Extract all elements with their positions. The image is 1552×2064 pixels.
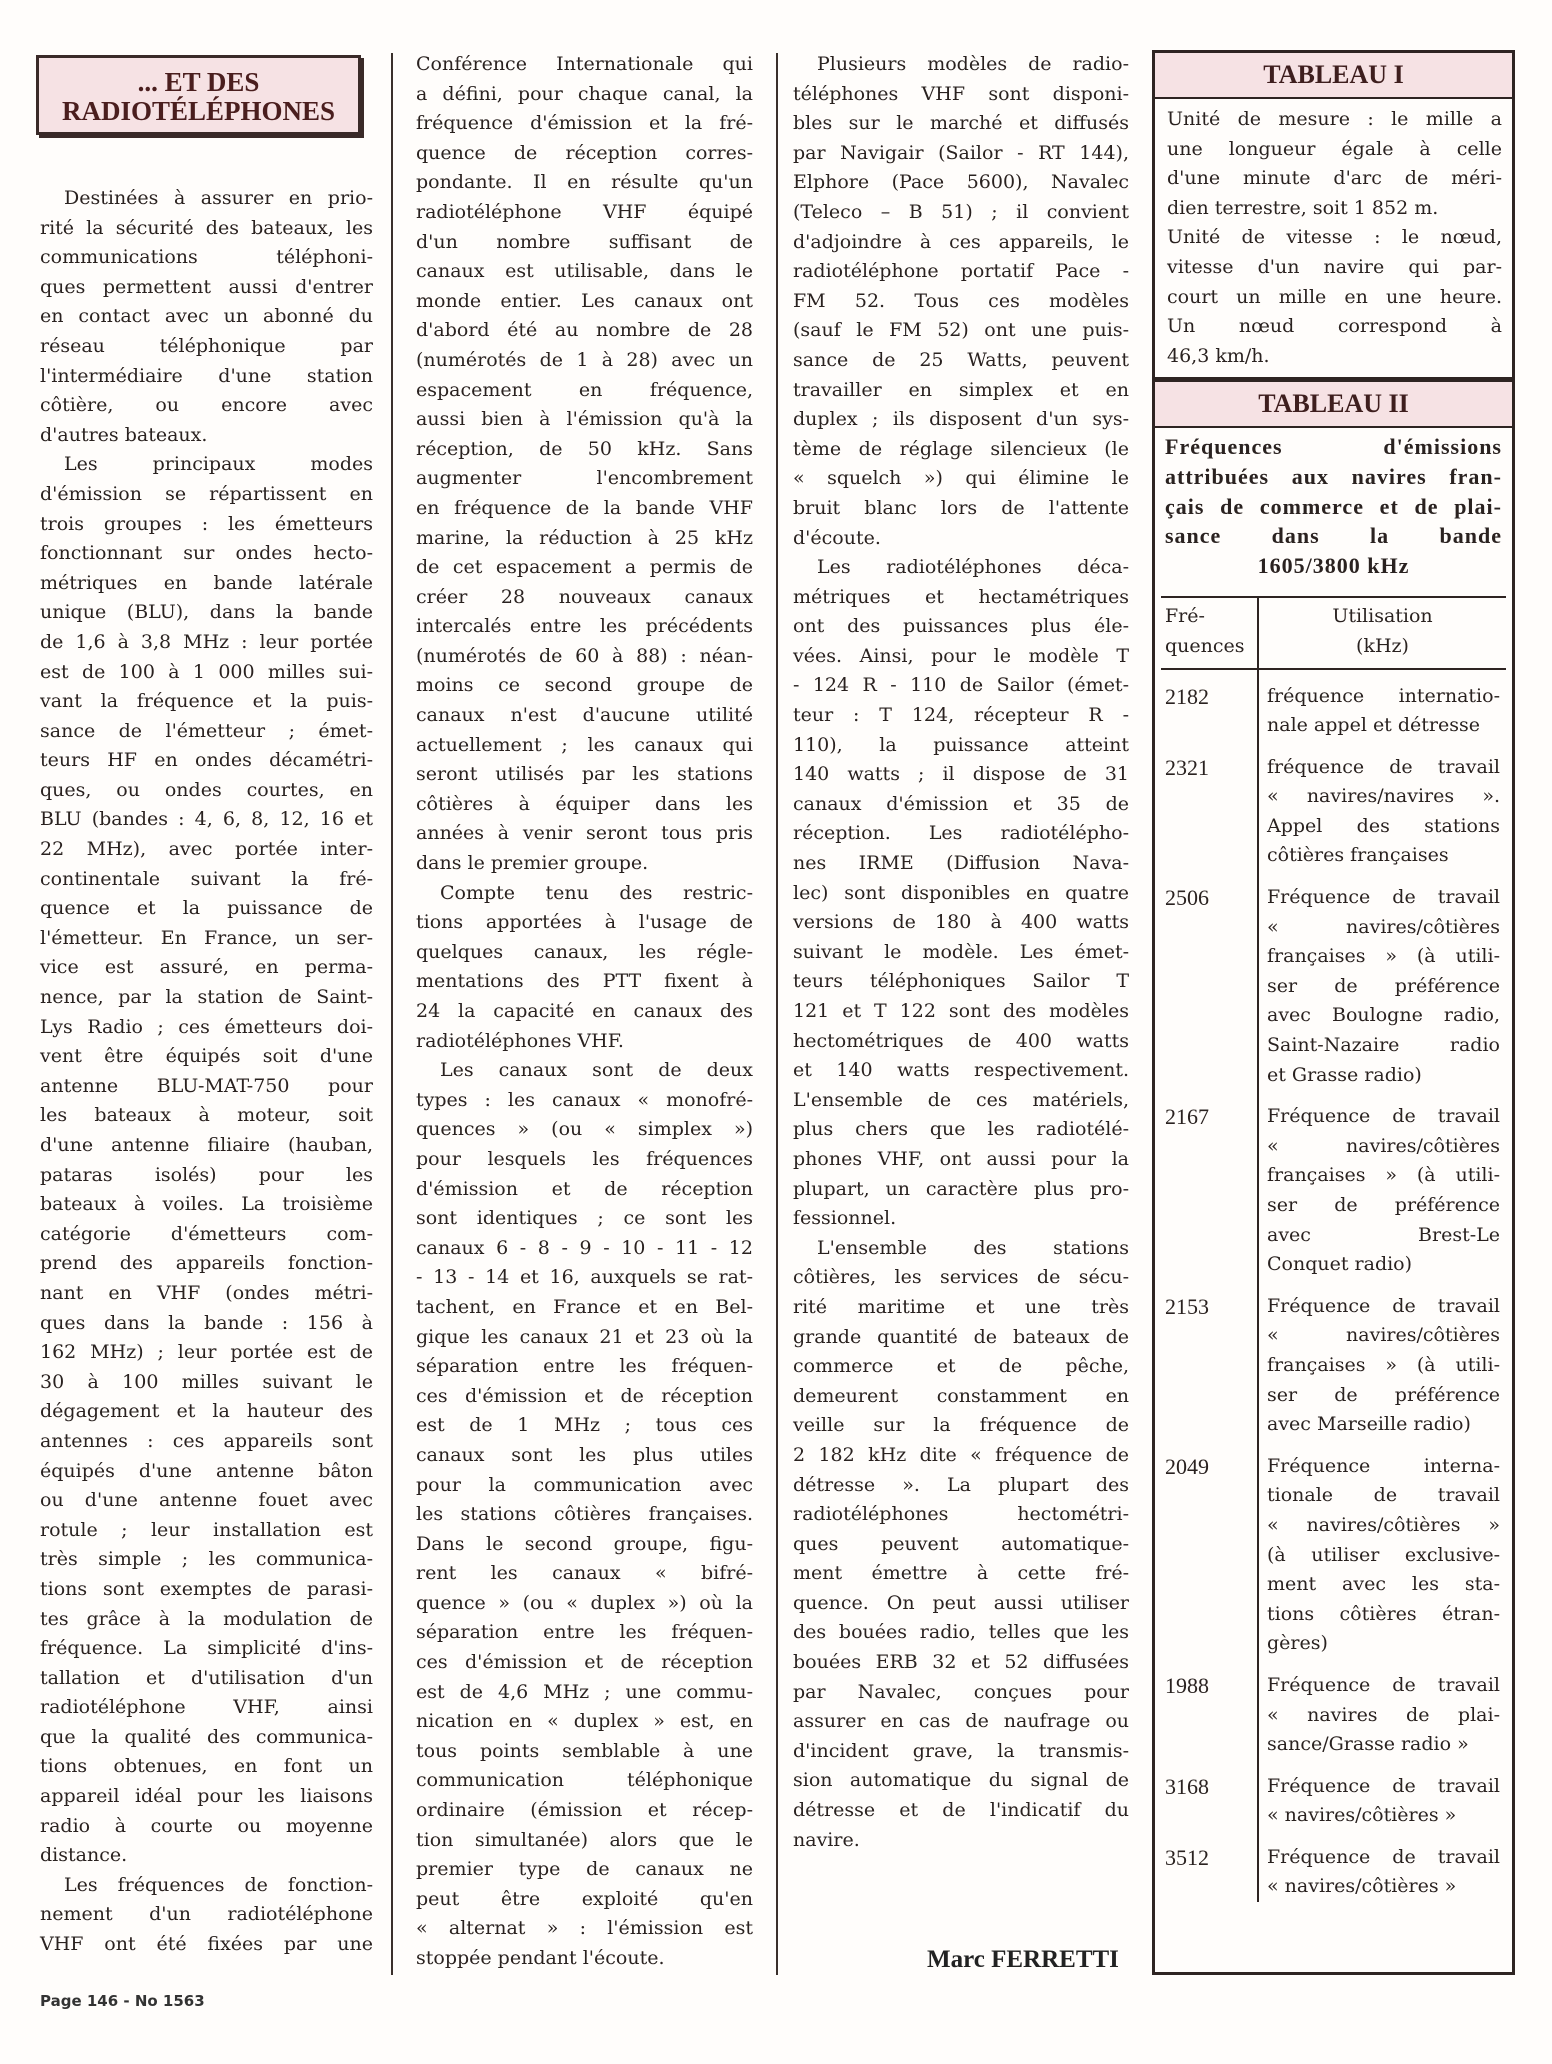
- text-line: - 13 - 14 et 16, auxquels se rat-: [416, 1266, 753, 1289]
- text-line: continentale suivant la fré-: [40, 867, 373, 890]
- text-line: 2 182 kHz dite « fréquence de: [793, 1443, 1129, 1466]
- usage-line: françaises » (à utili-: [1267, 1353, 1500, 1376]
- table-header-row: [1161, 597, 1506, 668]
- text-line: fessionnel.: [793, 1207, 897, 1230]
- text-line: sance de 25 Watts, peuvent: [793, 348, 1129, 371]
- text-line: unique (BLU), dans la bande: [40, 601, 373, 624]
- text-line: stoppée pendant l'écoute.: [416, 1947, 665, 1969]
- text-line: a défini, pour chaque canal, la: [416, 82, 753, 105]
- frequency-table: [1161, 596, 1506, 1902]
- text-line: canaux sont les plus utiles: [416, 1443, 753, 1466]
- header-frequences: [1161, 597, 1258, 668]
- frequency-cell: 3168: [1161, 1760, 1258, 1831]
- text-line: métriques et hectamétriques: [793, 585, 1129, 608]
- text-line: très simple ; les communica-: [40, 1548, 373, 1571]
- text-line: réseau téléphonique par: [40, 334, 373, 357]
- usage-cell: [1258, 871, 1506, 1090]
- frequency-cell: 2049: [1161, 1440, 1258, 1659]
- text-line: FM 52. Tous ces modèles: [793, 289, 1129, 312]
- text-line: phones VHF, ont aussi pour la: [793, 1147, 1129, 1170]
- text-line: canaux est utilisable, dans le: [416, 260, 753, 283]
- text-line: seront utilisés par les stations: [416, 763, 753, 786]
- text-line: tions sont exemptes de parasi-: [40, 1577, 373, 1600]
- column-divider: [391, 53, 393, 1975]
- frequency-cell: 2321: [1161, 741, 1258, 871]
- text-line: (numérotés de 60 à 88) : néan-: [416, 644, 753, 667]
- text-line: quelques canaux, les régle-: [416, 940, 753, 963]
- column-divider: [776, 53, 778, 1975]
- usage-line: « navires/côtières »: [1267, 1513, 1500, 1536]
- text-line: - 124 R - 110 de Sailor (émet-: [793, 674, 1129, 697]
- text-line: rité maritime et une très: [793, 1295, 1129, 1318]
- table-row: [1161, 669, 1506, 741]
- text-line: travailler en simplex et en: [793, 378, 1129, 401]
- usage-line: et Grasse radio): [1267, 1063, 1422, 1086]
- usage-line: Appel des stations: [1267, 814, 1500, 837]
- text-line: sance de l'émetteur ; émet-: [40, 719, 373, 742]
- text-line: en fréquence de la bande VHF: [416, 496, 753, 519]
- text-line: d'une antenne filiaire (hauban,: [40, 1134, 373, 1156]
- article-column-3: [793, 50, 1129, 1855]
- text-line: dégagement et la hauteur des: [40, 1400, 373, 1423]
- text-line: Elphore (Pace 5600), Navalec: [793, 171, 1129, 194]
- text-line: l'intermédiaire d'une station: [40, 364, 373, 387]
- text-line: ces d'émission et de réception: [416, 1384, 753, 1407]
- text-line: dans le premier groupe.: [416, 852, 649, 875]
- tableau2-caption: [1155, 428, 1512, 580]
- text-line: détresse et de l'indicatif du: [793, 1799, 1129, 1822]
- text-line: ques peuvent automatique-: [793, 1532, 1129, 1555]
- text-line: teurs HF en ondes décamétri-: [40, 749, 373, 772]
- text-line: « alternat » : l'émission est: [416, 1917, 753, 1940]
- usage-line: « navires/côtières: [1267, 915, 1500, 938]
- text-line: (sauf le FM 52) ont une puis-: [793, 319, 1129, 342]
- text-line: radiotéléphones hectométri-: [793, 1503, 1129, 1526]
- usage-line: « navires/navires ».: [1267, 785, 1500, 808]
- text-line: Les radiotéléphones déca-: [817, 556, 1129, 579]
- text-line: côtières à équiper dans les: [416, 792, 753, 815]
- text-line: pour la communication avec: [416, 1473, 753, 1496]
- tableau1-line: court un mille en une heure.: [1167, 285, 1502, 308]
- text-line: L'ensemble des stations: [817, 1236, 1129, 1259]
- text-line: Destinées à assurer en prio-: [64, 187, 373, 209]
- text-line: radiotéléphone VHF équipé: [416, 200, 753, 223]
- text-line: distance.: [40, 1844, 128, 1867]
- text-line: mentations des PTT fixent à: [416, 970, 753, 993]
- text-line: 30 à 100 milles suivant le: [40, 1370, 373, 1393]
- text-line: appareil idéal pour les liaisons: [40, 1785, 373, 1808]
- text-line: ou d'une antenne fouet avec: [40, 1489, 373, 1512]
- tableau2-caption-line: 1605/3800 kHz: [1257, 552, 1410, 578]
- text-line: antenne BLU-MAT-750 pour: [40, 1074, 373, 1097]
- text-line: 22 MHz), avec portée inter-: [40, 838, 373, 861]
- tableau2-caption-line: sance dans la bande: [1165, 523, 1502, 549]
- usage-line: avec Brest-Le: [1267, 1223, 1500, 1246]
- text-line: nence, par la station de Saint-: [40, 986, 373, 1009]
- text-line: détresse ». La plupart des: [793, 1473, 1129, 1496]
- header-line: Fré-: [1165, 605, 1205, 628]
- text-line: communication téléphonique: [416, 1769, 753, 1792]
- usage-line: « navires de plai-: [1267, 1703, 1500, 1726]
- usage-line: fréquence de travail: [1267, 755, 1500, 778]
- tableau1-body: [1155, 99, 1512, 377]
- text-line: tion simultanée) alors que le: [416, 1828, 753, 1851]
- text-line: Plusieurs modèles de radio-: [817, 53, 1129, 75]
- text-line: des bouées radio, telles que les: [793, 1621, 1129, 1644]
- text-line: de 1,6 à 3,8 MHz : leur portée: [40, 630, 373, 653]
- tableau1-line: dien terrestre, soit 1 852 m.: [1167, 196, 1439, 219]
- table-row: [1161, 1090, 1506, 1280]
- table-row: [1161, 1831, 1506, 1902]
- text-line: teur : T 124, récepteur R -: [793, 704, 1129, 727]
- text-line: tes grâce à la modulation de: [40, 1607, 373, 1630]
- tableau1-line: d'une minute d'arc de méri-: [1167, 167, 1502, 190]
- text-line: demeurent constamment en: [793, 1384, 1129, 1407]
- text-line: années à venir seront tous pris: [416, 822, 753, 845]
- text-line: plupart, un caractère plus pro-: [793, 1177, 1129, 1200]
- usage-line: Saint-Nazaire radio: [1267, 1034, 1500, 1057]
- text-line: est de 4,6 MHz ; une commu-: [416, 1680, 753, 1703]
- usage-line: (à utiliser exclusive-: [1267, 1543, 1500, 1566]
- usage-line: tionale de travail: [1267, 1484, 1500, 1507]
- text-line: que la qualité des communica-: [40, 1725, 373, 1748]
- text-line: réception, de 50 kHz. Sans: [416, 437, 753, 460]
- article-column-2: [416, 50, 753, 1974]
- text-line: quence de réception corres-: [416, 141, 753, 164]
- header-utilisation: [1258, 597, 1506, 668]
- text-line: d'émission se répartissent en: [40, 482, 373, 505]
- usage-line: Fréquence de travail: [1267, 1774, 1500, 1797]
- article-column-1: [40, 184, 373, 1960]
- text-line: sion automatique du signal de: [793, 1769, 1129, 1792]
- header-line: Utilisation: [1332, 605, 1433, 628]
- text-line: séparation entre les fréquen-: [416, 1355, 753, 1378]
- table-row: [1161, 1440, 1506, 1659]
- text-line: antennes : ces appareils sont: [40, 1429, 373, 1452]
- text-line: quence et la puissance de: [40, 897, 373, 920]
- usage-line: avec Boulogne radio,: [1267, 1004, 1500, 1027]
- usage-line: Conquet radio): [1267, 1253, 1413, 1276]
- usage-line: ment avec les sta-: [1267, 1573, 1500, 1596]
- usage-line: « navires/côtières »: [1267, 1804, 1457, 1827]
- frequency-cell: 2153: [1161, 1280, 1258, 1440]
- frequency-cell: 2167: [1161, 1090, 1258, 1280]
- table-row: [1161, 1280, 1506, 1440]
- text-line: teurs téléphoniques Sailor T: [793, 970, 1129, 993]
- header-line: quences: [1165, 634, 1245, 657]
- text-line: quence » (ou « duplex ») où la: [416, 1591, 753, 1614]
- text-line: VHF ont été fixées par une: [40, 1933, 373, 1956]
- text-line: équipés d'une antenne bâton: [40, 1459, 373, 1482]
- text-line: est de 100 à 1 000 milles sui-: [40, 660, 373, 683]
- tableau1-line: une longueur égale à celle: [1167, 137, 1502, 160]
- text-line: prend des appareils fonction-: [40, 1252, 373, 1275]
- usage-cell: [1258, 1831, 1506, 1902]
- usage-line: « navires/côtières: [1267, 1324, 1500, 1347]
- text-line: fonctionnant sur ondes hecto-: [40, 542, 373, 565]
- text-line: 140 watts ; il dispose de 31: [793, 763, 1129, 786]
- text-line: plus chers que les radiotélé-: [793, 1118, 1129, 1141]
- text-line: communications téléphoni-: [40, 246, 373, 269]
- text-line: versions de 180 à 400 watts: [793, 911, 1129, 934]
- usage-line: fréquence internatio-: [1267, 684, 1500, 707]
- text-line: Les canaux sont de deux: [440, 1059, 753, 1082]
- text-line: premier type de canaux ne: [416, 1858, 753, 1881]
- text-line: tème de réglage silencieux (le: [793, 437, 1129, 460]
- usage-cell: [1258, 1659, 1506, 1760]
- text-line: augmenter l'encombrement: [416, 467, 753, 490]
- text-line: rité la sécurité des bateaux, les: [40, 216, 373, 239]
- text-line: nication en « duplex » est, en: [416, 1710, 753, 1733]
- frequency-cell: 2506: [1161, 871, 1258, 1090]
- text-line: Les fréquences de fonction-: [64, 1873, 373, 1896]
- text-line: pataras isolés) pour les: [40, 1163, 373, 1186]
- text-line: catégorie d'émetteurs com-: [40, 1222, 373, 1245]
- text-line: 162 MHz) ; leur portée est de: [40, 1341, 373, 1364]
- text-line: Conférence Internationale qui: [416, 53, 753, 75]
- text-line: bruit blanc lors de l'attente: [793, 496, 1129, 519]
- usage-line: françaises » (à utili-: [1267, 945, 1500, 968]
- article-title-line2: RADIOTÉLÉPHONES: [61, 96, 336, 126]
- text-line: les stations côtières françaises.: [416, 1503, 753, 1526]
- usage-cell: [1258, 741, 1506, 871]
- table-row: [1161, 871, 1506, 1090]
- usage-line: ser de préférence: [1267, 974, 1500, 997]
- text-line: lec) sont disponibles en quatre: [793, 881, 1129, 904]
- text-line: 121 et T 122 sont des modèles: [793, 1000, 1129, 1022]
- text-line: hectométriques de 400 watts: [793, 1029, 1129, 1052]
- text-line: L'ensemble de ces matériels,: [793, 1088, 1129, 1111]
- text-line: tous points semblable à une: [416, 1739, 753, 1762]
- usage-line: tions côtières étran-: [1267, 1602, 1500, 1625]
- text-line: ordinaire (émission et récep-: [416, 1799, 753, 1822]
- text-line: d'abord été au nombre de 28: [416, 319, 753, 342]
- text-line: l'émetteur. En France, un ser-: [40, 926, 373, 949]
- tableau2-title: TABLEAU II: [1155, 377, 1512, 428]
- frequency-cell: 3512: [1161, 1831, 1258, 1902]
- text-line: sont identiques ; ce sont les: [416, 1207, 753, 1230]
- frequency-cell: 1988: [1161, 1659, 1258, 1760]
- text-line: tions obtenues, en font un: [40, 1755, 373, 1778]
- text-line: d'émission et de réception: [416, 1177, 753, 1200]
- usage-line: « navires/côtières »: [1267, 1875, 1457, 1898]
- text-line: commerce et de pêche,: [793, 1355, 1129, 1378]
- usage-line: ser de préférence: [1267, 1383, 1500, 1406]
- usage-line: Fréquence de travail: [1267, 886, 1500, 909]
- text-line: canaux d'émission et 35 de: [793, 792, 1129, 815]
- tableau1-line: Unité de mesure : le mille a: [1167, 108, 1502, 130]
- text-line: assurer en cas de naufrage ou: [793, 1710, 1129, 1733]
- text-line: actuellement ; les canaux qui: [416, 733, 753, 756]
- author-signature: Marc FERRETTI: [927, 1946, 1119, 1973]
- tableau2-caption-line: attribuées aux navires fran-: [1165, 463, 1502, 489]
- text-line: tions apportées à l'usage de: [416, 911, 753, 934]
- text-line: fréquence. La simplicité d'ins-: [40, 1637, 373, 1660]
- usage-cell: [1258, 1280, 1506, 1440]
- tableau1-line: Unité de vitesse : le nœud,: [1167, 226, 1502, 249]
- table-row: [1161, 741, 1506, 871]
- text-line: duplex ; ils disposent d'un sys-: [793, 408, 1129, 431]
- text-line: marine, la réduction à 25 kHz: [416, 526, 753, 549]
- text-line: Compte tenu des restric-: [440, 881, 753, 904]
- text-line: espacement en fréquence,: [416, 378, 753, 401]
- text-line: quences » (ou « simplex »): [416, 1118, 753, 1141]
- usage-line: Fréquence de travail: [1267, 1294, 1500, 1317]
- usage-line: gères): [1267, 1632, 1328, 1655]
- text-line: (numérotés de 1 à 28) avec un: [416, 348, 753, 371]
- text-line: nant en VHF (ondes métri-: [40, 1281, 373, 1304]
- text-line: ces d'émission et de réception: [416, 1651, 753, 1674]
- tableau1-title: TABLEAU I: [1155, 53, 1512, 99]
- text-line: radiotéléphone VHF, ainsi: [40, 1696, 373, 1719]
- article-title-line1: ... ET DES: [137, 67, 260, 97]
- text-line: réception. Les radiotélépho-: [793, 822, 1129, 845]
- text-line: tachent, en France et en Bel-: [416, 1295, 753, 1318]
- text-line: canaux n'est d'aucune utilité: [416, 704, 753, 727]
- text-line: ont des puissances plus éle-: [793, 615, 1129, 638]
- usage-cell: [1258, 669, 1506, 741]
- tableau1-line: vitesse d'un navire qui par-: [1167, 255, 1502, 278]
- text-line: radiotéléphones VHF.: [416, 1029, 624, 1052]
- text-line: pondante. Il en résulte qu'un: [416, 171, 753, 194]
- usage-line: sance/Grasse radio »: [1267, 1733, 1469, 1756]
- text-line: veille sur la fréquence de: [793, 1414, 1129, 1437]
- usage-cell: [1258, 1440, 1506, 1659]
- text-line: ques dans la bande : 156 à: [40, 1311, 373, 1334]
- text-line: côtière, ou encore avec: [40, 394, 373, 417]
- text-line: tallation et d'utilisation d'un: [40, 1666, 373, 1689]
- text-line: en contact avec un abonné du: [40, 305, 373, 328]
- text-line: radiotéléphone portatif Pace -: [793, 260, 1129, 283]
- usage-line: Fréquence interna-: [1267, 1454, 1500, 1477]
- text-line: et 140 watts respectivement.: [793, 1059, 1129, 1082]
- table-row: [1161, 1760, 1506, 1831]
- text-line: fréquence d'émission et la fré-: [416, 112, 753, 135]
- usage-line: Fréquence de travail: [1267, 1105, 1500, 1128]
- usage-line: côtières françaises: [1267, 844, 1449, 867]
- text-line: intercalés entre les précédents: [416, 615, 753, 638]
- text-line: 24 la capacité en canaux des: [416, 1000, 753, 1022]
- text-line: canaux 6 - 8 - 9 - 10 - 11 - 12: [416, 1236, 753, 1259]
- table-row: [1161, 1659, 1506, 1760]
- text-line: métriques en bande latérale: [40, 571, 373, 594]
- text-line: monde entier. Les canaux ont: [416, 289, 753, 312]
- tableau1-line: Un nœud correspond à: [1167, 315, 1502, 338]
- text-line: trois groupes : les émetteurs: [40, 512, 373, 535]
- text-line: téléphones VHF sont disponi-: [793, 82, 1129, 105]
- usage-line: nale appel et détresse: [1267, 714, 1480, 737]
- text-line: créer 28 nouveaux canaux: [416, 585, 753, 608]
- text-line: vant la fréquence et la puis-: [40, 690, 373, 713]
- text-line: d'écoute.: [793, 526, 881, 549]
- text-line: aussi bien à l'émission qu'à la: [416, 408, 753, 431]
- text-line: vice est assuré, en perma-: [40, 956, 373, 979]
- text-line: Dans le second groupe, figu-: [416, 1532, 753, 1555]
- text-line: ques, ou ondes courtes, en: [40, 778, 373, 801]
- text-line: vées. Ainsi, pour le modèle T: [793, 644, 1129, 667]
- text-line: 110), la puissance atteint: [793, 733, 1129, 756]
- text-line: grande quantité de bateaux de: [793, 1325, 1129, 1348]
- text-line: est de 1 MHz ; tous ces: [416, 1414, 753, 1437]
- text-line: Les principaux modes: [64, 453, 373, 476]
- text-line: bles sur le marché et diffusés: [793, 112, 1129, 135]
- text-line: par Navigair (Sailor - RT 144),: [793, 141, 1129, 164]
- text-line: bateaux à voiles. La troisième: [40, 1193, 373, 1216]
- text-line: ment émettre à cette fré-: [793, 1562, 1129, 1585]
- usage-line: Fréquence de travail: [1267, 1845, 1500, 1868]
- text-line: (Teleco – B 51) ; il convient: [793, 200, 1129, 223]
- text-line: pour lesquels les fréquences: [416, 1147, 753, 1170]
- text-line: Lys Radio ; ces émetteurs doi-: [40, 1015, 373, 1038]
- usage-line: ser de préférence: [1267, 1194, 1500, 1216]
- tableau2-caption-line: Fréquences d'émissions: [1165, 434, 1502, 460]
- tableau2-caption-line: çais de commerce et de plai-: [1165, 493, 1502, 519]
- header-line: (kHz): [1356, 634, 1409, 657]
- text-line: d'adjoindre à ces appareils, le: [793, 230, 1129, 253]
- text-line: par Navalec, conçues pour: [793, 1680, 1129, 1703]
- text-line: d'incident grave, la transmis-: [793, 1739, 1129, 1762]
- text-line: types : les canaux « monofré-: [416, 1088, 753, 1111]
- tables-sidebar: [1152, 50, 1515, 1975]
- page-footer: Page 146 - No 1563: [40, 1992, 205, 2010]
- text-line: les bateaux à moteur, soit: [40, 1104, 373, 1127]
- text-line: radio à courte ou moyenne: [40, 1814, 373, 1837]
- text-line: ques permettent aussi d'entrer: [40, 275, 373, 298]
- text-line: côtières, les services de sécu-: [793, 1266, 1129, 1289]
- text-line: peut être exploité qu'en: [416, 1887, 753, 1910]
- text-line: quence. On peut aussi utiliser: [793, 1591, 1129, 1614]
- text-line: suivant le modèle. Les émet-: [793, 940, 1129, 963]
- text-line: vent être équipés soit d'une: [40, 1045, 373, 1068]
- usage-cell: [1258, 1760, 1506, 1831]
- article-title-box: [36, 55, 361, 135]
- frequency-cell: 2182: [1161, 669, 1258, 741]
- text-line: nement d'un radiotéléphone: [40, 1903, 373, 1926]
- text-line: bouées ERB 32 et 52 diffusées: [793, 1651, 1129, 1674]
- usage-line: avec Marseille radio): [1267, 1413, 1471, 1436]
- text-line: d'autres bateaux.: [40, 423, 208, 446]
- text-line: BLU (bandes : 4, 6, 8, 12, 16 et: [40, 808, 373, 831]
- usage-line: « navires/côtières: [1267, 1134, 1500, 1157]
- tableau1-line: 46,3 km/h.: [1167, 344, 1270, 367]
- text-line: de cet espacement a permis de: [416, 556, 753, 579]
- text-line: rotule ; leur installation est: [40, 1518, 373, 1541]
- text-line: gique les canaux 21 et 23 où la: [416, 1325, 753, 1348]
- usage-cell: [1258, 1090, 1506, 1280]
- text-line: rent les canaux « bifré-: [416, 1562, 753, 1585]
- text-line: navire.: [793, 1828, 860, 1851]
- usage-line: françaises » (à utili-: [1267, 1164, 1500, 1187]
- usage-line: Fréquence de travail: [1267, 1673, 1500, 1696]
- text-line: d'un nombre suffisant de: [416, 230, 753, 253]
- text-line: nes IRME (Diffusion Nava-: [793, 852, 1129, 875]
- text-line: séparation entre les fréquen-: [416, 1621, 753, 1644]
- text-line: moins ce second groupe de: [416, 674, 753, 697]
- text-line: « squelch ») qui élimine le: [793, 467, 1129, 490]
